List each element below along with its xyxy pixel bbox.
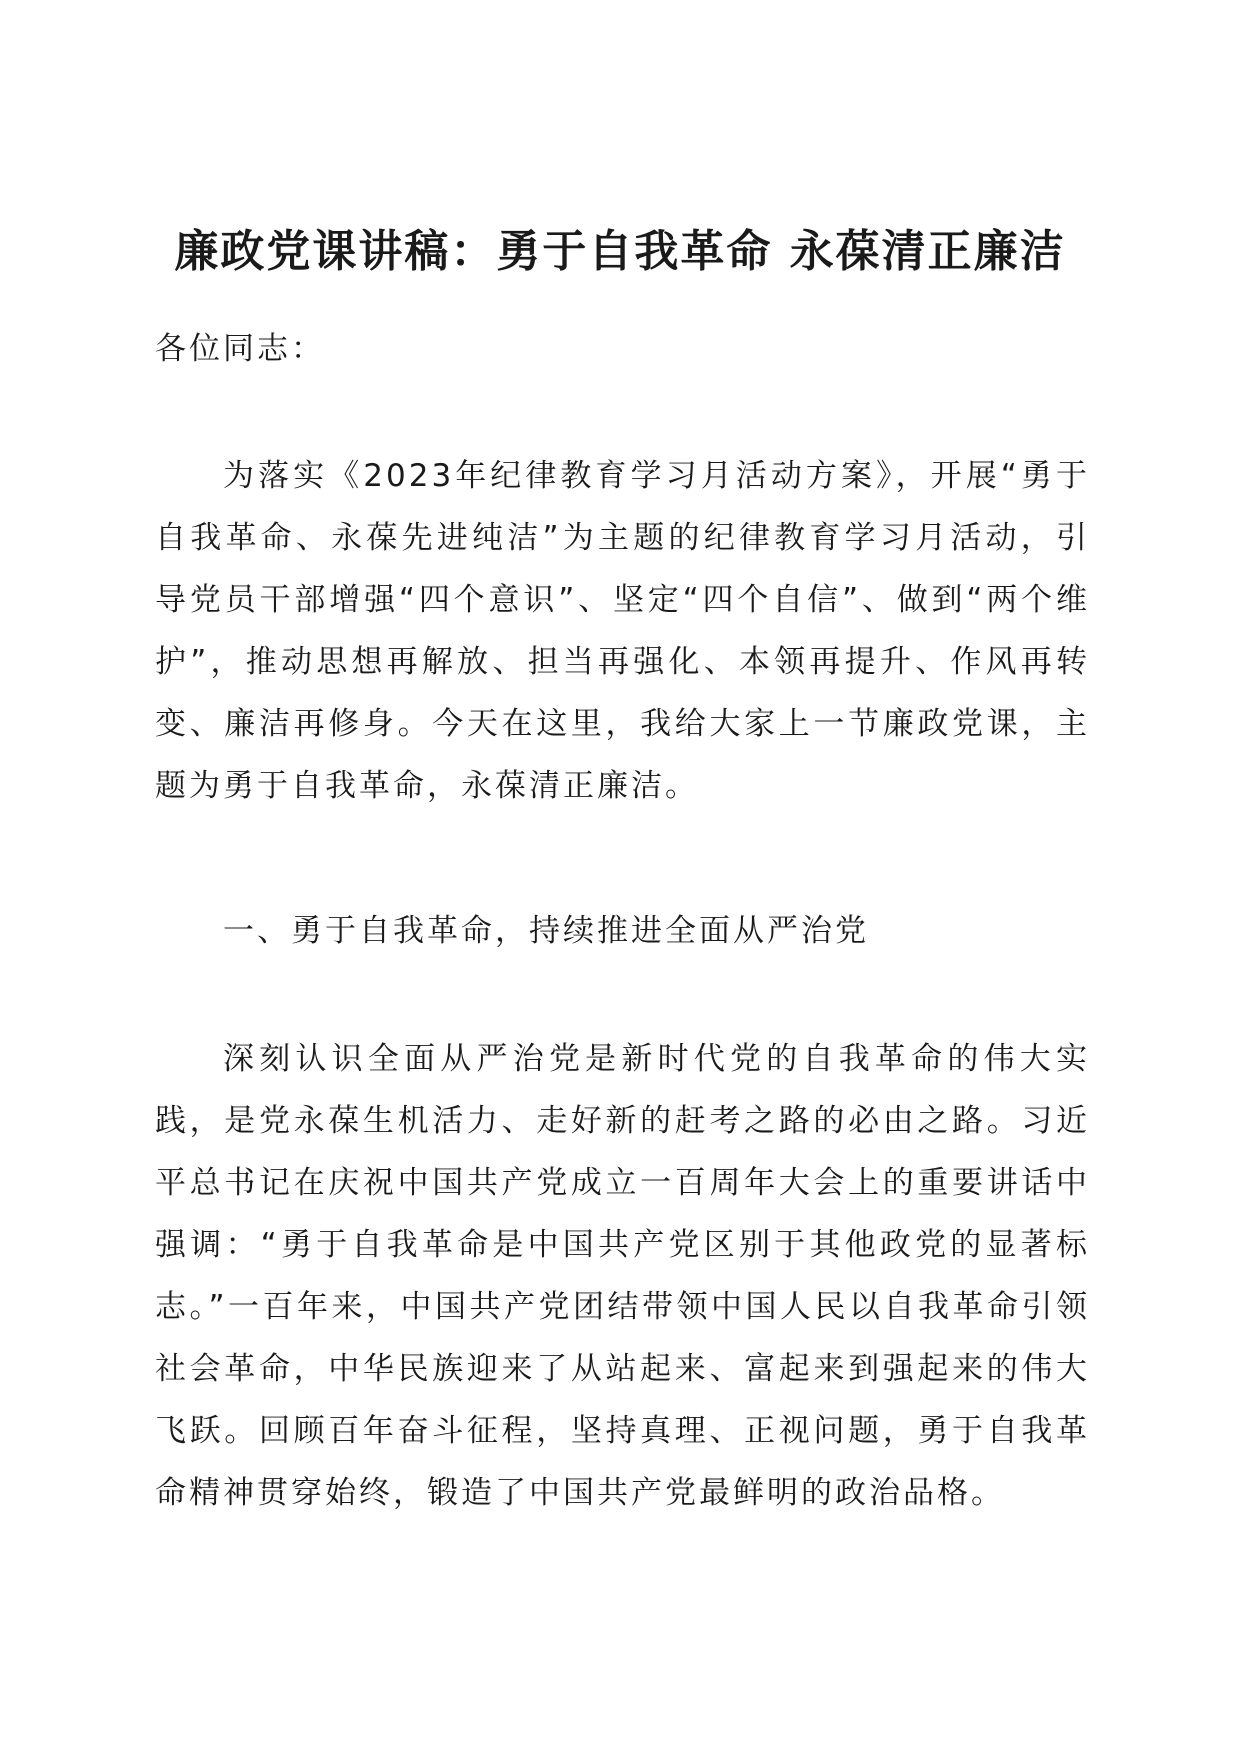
paragraph-body: 深刻认识全面从严治党是新时代党的自我革命的伟大实践，是党永葆生机活力、走好新的赶考之路的必由之路。习近平总书记在庆祝中国共产党成立一百周年大会上的重要讲话中强调：“勇于自我革命是中国共产党区别于其他政党的显著标志。”一百年来，中国共产党团结带领中国人民以自我革命引领社会革命，中华民族迎来了从站起来、富起来到强起来的伟大飞跃。回顾百年奋斗征程，坚持真理、正视问题，勇于自我革命精神贯穿始终，锻造了中国共产党最鲜明的政治品格。 [155, 1041, 1090, 1511]
paragraph-intro: 为落实《2023年纪律教育学习月活动方案》，开展“勇于自我革命、永葆先进纯洁”为主题的纪律教育学习月活动，引导党员干部增强“四个意识”、坚定“四个自信”、做到“两个维护”，推动思想再解放、担当再强化、本领再提升、作风再转变、廉洁再修身。今天在这里，我给大家上一节廉政党课，主题为勇于自我革命，永葆清正廉洁。 [155, 458, 1090, 804]
section-heading: 一、勇于自我革命，持续推进全面从严治党 [223, 913, 869, 949]
salutation: 各位同志： [155, 331, 325, 367]
document-title: 廉政党课讲稿：勇于自我革命 永葆清正廉洁 [174, 226, 1066, 277]
